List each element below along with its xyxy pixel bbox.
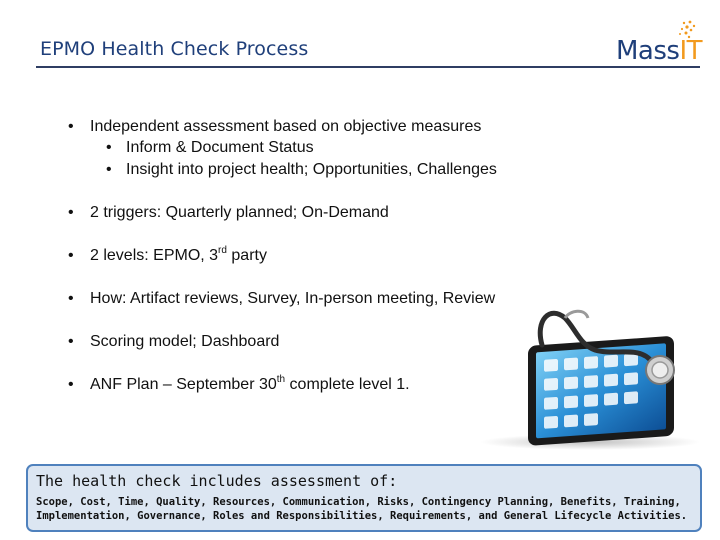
bullet-text: Insight into project health; Opportunities, Challenges bbox=[126, 161, 497, 178]
bullet-text: Independent assessment based on objective measures bbox=[90, 118, 482, 135]
bullet-marker: • bbox=[68, 290, 74, 307]
bullet-text-part: 2 levels: EPMO, 3 bbox=[90, 247, 219, 264]
bullet-text bbox=[90, 246, 267, 266]
tablet-stethoscope-illustration bbox=[470, 300, 710, 460]
bullet-text-part: ANF Plan – September 30 bbox=[90, 376, 277, 393]
title-divider bbox=[36, 66, 700, 68]
bullet-marker: • bbox=[68, 204, 74, 221]
bullet-text-part: complete level 1. bbox=[285, 376, 410, 393]
superscript: rd bbox=[218, 244, 227, 256]
superscript: th bbox=[276, 373, 286, 385]
callout-heading: The health check includes assessment of: bbox=[36, 472, 398, 490]
bullet-text-part: party bbox=[226, 247, 267, 264]
bullet-text bbox=[90, 375, 410, 395]
bullet-marker: • bbox=[106, 139, 112, 156]
bullet-marker: • bbox=[68, 376, 74, 393]
bullet-text: How: Artifact reviews, Survey, In-person meeting, Review bbox=[90, 290, 496, 307]
bullet-marker: • bbox=[68, 333, 74, 350]
bullet-marker: • bbox=[68, 118, 74, 135]
callout-body: Scope, Cost, Time, Quality, Resources, Communication, Risks, Contingency Planning, Benefits, Training, Implementation, Governance, Roles and Responsibilities, Requirements, and General Lifecycle Activities. bbox=[36, 496, 688, 522]
logo-wordmark bbox=[616, 36, 702, 66]
bullet-marker: • bbox=[68, 247, 74, 264]
logo-text-accent: IT bbox=[679, 36, 703, 66]
bullet-text: Scoring model; Dashboard bbox=[90, 333, 280, 350]
bullet-marker: • bbox=[106, 161, 112, 178]
bullet-text: 2 triggers: Quarterly planned; On-Demand bbox=[90, 204, 389, 221]
massit-logo bbox=[616, 20, 702, 66]
page-title: EPMO Health Check Process bbox=[40, 38, 309, 60]
bullet-text: Inform & Document Status bbox=[126, 139, 314, 156]
assessment-callout-box bbox=[26, 464, 702, 532]
logo-text-main: Mass bbox=[616, 36, 680, 66]
